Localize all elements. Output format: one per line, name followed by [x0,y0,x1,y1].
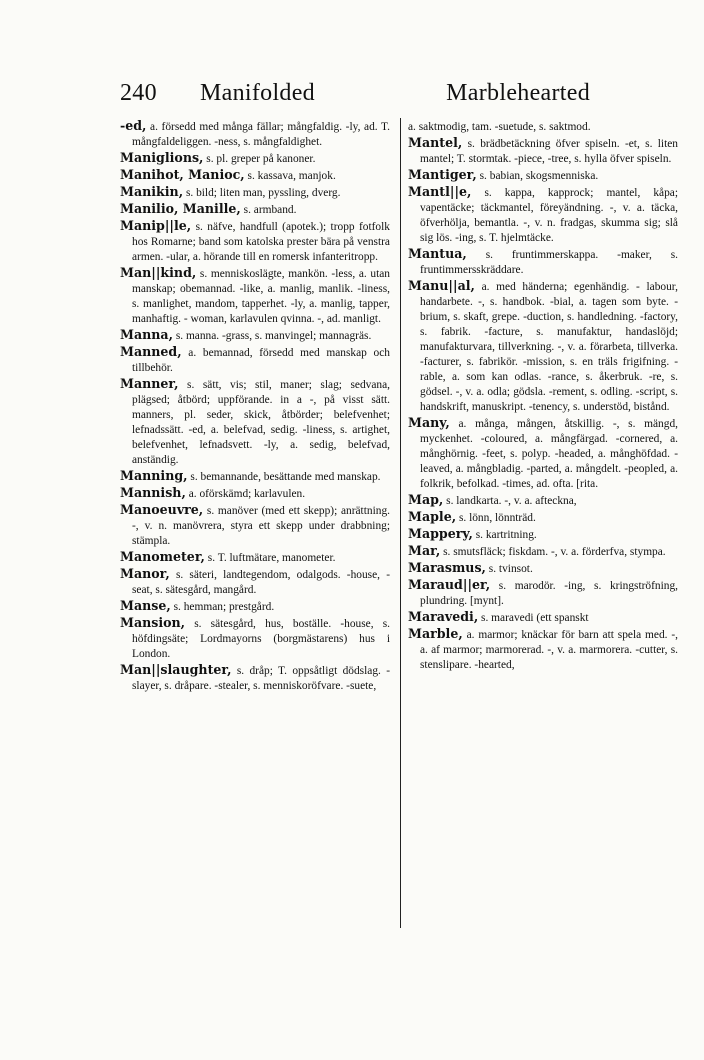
entry-headword: Manned, [120,344,182,359]
entry-definition: s. smutsfläck; fiskdam. -, v. a. förderfva, stympa. [440,546,666,558]
entry-headword: Mantl||e, [408,184,472,199]
entry-headword: Maniglions, [120,150,204,165]
entry-headword: Marble, [408,626,463,641]
dictionary-entry [408,135,678,167]
dictionary-entry [120,566,390,598]
dictionary-entry [120,265,390,327]
entry-definition: s. tvinsot. [485,563,533,575]
entry-definition: s. pl. greper på kanoner. [203,153,316,165]
entry-definition: s. landkarta. -, v. a. afteckna, [443,495,577,507]
right-column [408,118,678,673]
dictionary-entry [120,218,390,265]
entry-definition: s. brädbetäckning öfver spiseln. -et, s. liten mantel; T. stormtak. -piece, -tree, s. hylla öfver spiseln. [420,138,678,165]
entry-definition: s. kappa, kapprock; mantel, kåpa; vapentäcke; täckmantel, föreyändning. -, v. a. täcka, öfverhölja, bemantla. -, v. n. fradgas, skumma sig; slå sig lös. -ing, s. T. hjelmtäcke. [420,187,678,244]
entry-definition: s. bild; liten man, pyssling, dverg. [183,187,341,199]
entry-headword: Man||slaughter, [120,662,232,677]
dictionary-entry [120,150,390,167]
dictionary-entry [120,118,390,150]
entry-headword: Manor, [120,566,170,581]
entry-definition: s. lönn, lönnträd. [456,512,536,524]
entry-definition: a. med händerna; egenhändig. - labour, handarbete. -, s. handbok. -bial, a. tagen som byte. -brium, s. skaft, grepe. -duction, s. handledning. -factory, s. fabrik. -facture, s. manufaktur, handaslöjd; manufakturvara, tillverkning. -, v. a. förarbeta, tillverka. -facturer, s. fabrikör. -mission, s. en träls frigifning. -rable, a. som kan odlas. -rance, s. åkerbruk. -re, s. gödsel. -, v. a. odla; gödsla. -rement, s. odling. -script, s. handskrift, manuskript. -tenency, s. understöd, bistånd. [420,281,678,413]
entry-headword: Maraud||er, [408,577,491,592]
entry-definition: s. armband. [240,204,297,216]
entry-headword: Mar, [408,543,441,558]
dictionary-entry [408,609,678,626]
entry-headword: Manoeuvre, [120,502,204,517]
dictionary-entry [408,278,678,415]
entry-headword: -ed, [120,118,147,133]
entry-definition: a. försedd med många fällar; mångfaldig. -ly, ad. T. mångfaldeliggen. -ness, s. mångfaldighet. [132,121,390,148]
dictionary-entry [120,327,390,344]
dictionary-entry [408,184,678,246]
entry-definition: s. T. luftmätare, manometer. [204,552,336,564]
entry-definition: s. sätt, vis; stil, maner; slag; sedvana, plägsed; åtbörd; uppförande. in a -, på visst sätt. manners, pl. seder, skick, åtbörder; belefvenhet; lefnadssätt. -ed, a. belefvad, sedig. -liness, s. artighet, belefvenhet, lefnadsvett. -ly, a. sedig, belefvad, anständig. [132,379,390,466]
entry-headword: Mantiger, [408,167,477,182]
dictionary-entry [408,415,678,492]
entry-definition: s. menniskoslägte, mankön. -less, a. utan manskap; obemannad. -like, a. manlig, manlik. -liness, s. manlighet, mandom, tapperhet. -ly, a. manlig, tapper, manhaftig. - woman, karlavulen qvinna. -, ad. manligt. [132,268,390,325]
dictionary-entry [408,560,678,577]
entry-definition: s. babian, skogsmenniska. [476,170,599,182]
entry-headword: Manse, [120,598,171,613]
dictionary-entry [120,598,390,615]
dictionary-entry [408,167,678,184]
entry-definition: s. kassava, manjok. [244,170,336,182]
entry-headword: Maravedi, [408,609,479,624]
left-column [120,118,390,694]
dictionary-entry [408,509,678,526]
dictionary-entry [120,662,390,694]
entry-definition: a. bemannad, försedd med manskap och tillbehör. [132,347,390,374]
dictionary-entry [408,246,678,278]
entry-headword: Map, [408,492,444,507]
entry-headword: Manihot, Manioc, [120,167,245,182]
right-guide-word: Marblehearted [446,80,590,106]
dictionary-entry [408,626,678,673]
dictionary-entry [408,526,678,543]
column-divider [400,118,401,928]
dictionary-entry [120,376,390,468]
dictionary-entry [408,543,678,560]
entry-headword: Marasmus, [408,560,486,575]
dictionary-entry [120,549,390,566]
entry-definition: s. marodör. -ing, s. kringströfning, plundring. [mynt]. [420,580,678,607]
dictionary-entry [120,615,390,662]
entry-headword: Mansion, [120,615,186,630]
left-guide-word: Manifolded [200,80,315,106]
entry-headword: Man||kind, [120,265,197,280]
dictionary-entry [120,344,390,376]
entry-definition: a. många, mången, åtskillig. -, s. mängd, myckenhet. -coloured, a. mångfärgad. -cornered, a. månghörnig. -feet, s. polyp. -headed, a. månghöfdad. -leaved, a. mångbladig. -parted, a. mångdelt. -peopled, a. folkrik, befolkad. -times, ad. ofta. [rita. [420,418,678,490]
entry-definition: s. hemman; prestgård. [170,601,275,613]
dictionary-entry [120,502,390,549]
entry-headword: Manometer, [120,549,205,564]
entry-headword: Many, [408,415,450,430]
entry-headword: Manikin, [120,184,184,199]
entry-definition: a. oförskämd; karlavulen. [185,488,306,500]
dictionary-entry [408,118,678,135]
entry-headword: Manilio, Manille, [120,201,241,216]
entry-definition: s. sätesgård, hus, boställe. -house, s. höfdingsäte; Lordmayorns (borgmästarens) hus i London. [132,618,390,660]
entry-definition: s. säteri, landtegendom, odalgods. -house, -seat, s. sätesgård, mangård. [132,569,390,596]
dictionary-entry [120,167,390,184]
entry-headword: Manner, [120,376,179,391]
page-header [120,80,590,114]
entry-headword: Manu||al, [408,278,475,293]
entry-definition: a. saktmodig, tam. -suetude, s. saktmod. [408,121,591,133]
entry-headword: Manip||le, [120,218,192,233]
dictionary-entry [408,492,678,509]
dictionary-entry [120,485,390,502]
entry-headword: Manna, [120,327,173,342]
entry-definition: s. manöver (med ett skepp); anrättning. -, v. n. manövrera, styra ett skepp under drabbning; stämpla. [132,505,390,547]
dictionary-entry [120,201,390,218]
entry-definition: a. marmor; knäckar för barn att spela med. -, a. af marmor; marmorerad. -, v. a. marmorera. -cutter, s. stenslipare. -hearted, [420,629,678,671]
entry-definition: s. maravedi (ett spanskt [478,612,589,624]
entry-definition: s. näfve, handfull (apotek.); tropp fotfolk hos Romarne; band som katolska prester bära på venstra armen. -ular, a. hörande till en romersk infanteritropp. [132,221,390,263]
entry-definition: s. kartritning. [472,529,537,541]
entry-definition: s. manna. -grass, s. manvingel; mannagräs. [172,330,372,342]
page-number: 240 [120,80,157,106]
entry-definition: s. bemannande, besättande med manskap. [187,471,381,483]
entry-definition: s. dråp; T. oppsåtligt dödslag. -slayer, s. dråpare. -stealer, s. menniskoröfvare. -suete, [132,665,390,692]
entry-headword: Mantua, [408,246,467,261]
entry-headword: Mantel, [408,135,463,150]
dictionary-entry [408,577,678,609]
dictionary-entry [120,184,390,201]
entry-headword: Mappery, [408,526,473,541]
entry-definition: s. fruntimmerskappa. -maker, s. fruntimmersskräddare. [420,249,678,276]
entry-headword: Mannish, [120,485,186,500]
dictionary-entry [120,468,390,485]
entry-headword: Maple, [408,509,457,524]
entry-headword: Manning, [120,468,188,483]
